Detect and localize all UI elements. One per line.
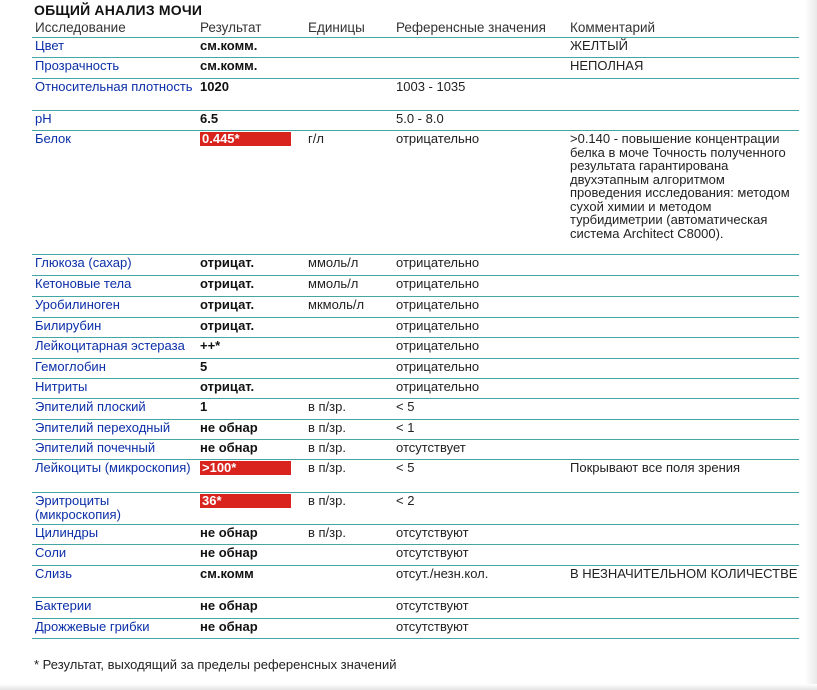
result-cell: отрицат. [197,276,305,297]
test-name-cell: Уробилиноген [32,297,197,318]
result-cell: не обнар [197,619,305,639]
units-cell [305,79,393,111]
reference-cell: отрицательно [393,338,567,359]
units-cell [305,619,393,639]
units-cell [305,338,393,359]
table-row [32,58,799,79]
column-header-comment: Комментарий [567,19,799,38]
table-row [32,619,799,639]
comment-cell [567,359,799,379]
result-cell [197,460,305,493]
table-row [32,276,799,297]
units-cell [305,318,393,338]
comment-cell [567,493,799,525]
comment-cell [567,379,799,399]
table-row [32,440,799,460]
comment-cell [567,420,799,440]
units-cell [305,58,393,79]
table-row [32,79,799,111]
reference-cell: отрицательно [393,276,567,297]
comment-cell [567,440,799,460]
units-cell: в п/зр. [305,460,393,493]
comment-cell [567,255,799,276]
result-cell: см.комм. [197,38,305,58]
test-name-cell: Эпителий плоский [32,399,197,420]
reference-cell: отсутствуют [393,598,567,619]
result-cell: не обнар [197,545,305,566]
test-name-cell: Относительная плотность [32,79,197,111]
reference-cell: < 5 [393,399,567,420]
result-cell: не обнар [197,525,305,545]
units-cell [305,379,393,399]
comment-cell [567,276,799,297]
comment-cell [567,399,799,420]
result-cell [197,131,305,255]
comment-cell [567,598,799,619]
reference-cell: < 1 [393,420,567,440]
column-header-test: Исследование [32,19,197,38]
result-cell: не обнар [197,598,305,619]
reference-cell [393,58,567,79]
table-row [32,525,799,545]
table-row [32,255,799,276]
units-cell [305,598,393,619]
table-row [32,318,799,338]
result-cell: см.комм [197,566,305,598]
footnote: * Результат, выходящий за пределы референсных значений [34,657,397,672]
result-cell: отрицат. [197,255,305,276]
test-name-cell: Цвет [32,38,197,58]
comment-cell: >0.140 - повышение концентрации белка в моче Точность полученного результата гарантирована двухэтапным алгоритмом проведения исследования: методом сухой химии и методом турбидиметрии (автоматическая система Architect C8000). [567,131,799,255]
table-row [32,399,799,420]
comment-cell: Покрывают все поля зрения [567,460,799,493]
table-row [32,359,799,379]
reference-cell: отрицательно [393,379,567,399]
table-row [32,379,799,399]
test-name-cell: Эпителий переходный [32,420,197,440]
test-name-cell: Дрожжевые грибки [32,619,197,639]
test-name-cell: Слизь [32,566,197,598]
test-name-cell: Прозрачность [32,58,197,79]
test-name-cell: Нитриты [32,379,197,399]
table-row [32,493,799,525]
result-cell: не обнар [197,420,305,440]
reference-cell: 1003 - 1035 [393,79,567,111]
test-name-cell: Бактерии [32,598,197,619]
scan-shadow-right [805,0,817,690]
result-cell: не обнар [197,440,305,460]
units-cell: в п/зр. [305,493,393,525]
reference-cell: < 2 [393,493,567,525]
column-header-result: Результат [197,19,305,38]
comment-cell [567,111,799,131]
reference-cell: отсутствует [393,440,567,460]
units-cell: мкмоль/л [305,297,393,318]
table-row [32,460,799,493]
reference-cell: отсут./незн.кол. [393,566,567,598]
test-name-cell: Билирубин [32,318,197,338]
reference-cell [393,38,567,58]
table-row [32,131,799,255]
test-name-cell: Лейкоцитарная эстераза [32,338,197,359]
flagged-result-badge: 36* [200,494,291,508]
units-cell: ммоль/л [305,255,393,276]
comment-cell: ЖЕЛТЫЙ [567,38,799,58]
result-cell: отрицат. [197,379,305,399]
table-row [32,111,799,131]
result-cell [197,493,305,525]
reference-cell: 5.0 - 8.0 [393,111,567,131]
result-cell: см.комм. [197,58,305,79]
test-name-cell: Эритроциты (микроскопия) [32,493,197,525]
result-cell: 5 [197,359,305,379]
test-name-cell: Лейкоциты (микроскопия) [32,460,197,493]
urinalysis-table [32,19,799,639]
reference-cell: отсутствуют [393,619,567,639]
reference-cell: отрицательно [393,131,567,255]
reference-cell: отрицательно [393,318,567,338]
result-cell: отрицат. [197,318,305,338]
table-header-row [32,19,799,38]
report-title: ОБЩИЙ АНАЛИЗ МОЧИ [34,2,203,18]
comment-cell [567,318,799,338]
comment-cell: НЕПОЛНАЯ [567,58,799,79]
test-name-cell: pH [32,111,197,131]
units-cell [305,566,393,598]
reference-cell: отрицательно [393,255,567,276]
reference-cell: < 5 [393,460,567,493]
column-header-units: Единицы [305,19,393,38]
result-cell: ++* [197,338,305,359]
table-row [32,545,799,566]
test-name-cell: Белок [32,131,197,255]
table-row [32,338,799,359]
units-cell [305,545,393,566]
test-name-cell: Кетоновые тела [32,276,197,297]
test-name-cell: Цилиндры [32,525,197,545]
test-name-cell: Глюкоза (сахар) [32,255,197,276]
comment-cell [567,525,799,545]
comment-cell [567,79,799,111]
result-cell: 6.5 [197,111,305,131]
units-cell [305,111,393,131]
units-cell: в п/зр. [305,440,393,460]
units-cell: г/л [305,131,393,255]
reference-cell: отсутствуют [393,525,567,545]
units-cell [305,38,393,58]
flagged-result-badge: 0.445* [200,132,291,146]
table-row [32,566,799,598]
result-cell: 1020 [197,79,305,111]
table-row [32,297,799,318]
comment-cell [567,619,799,639]
test-name-cell: Гемоглобин [32,359,197,379]
reference-cell: отрицательно [393,297,567,318]
units-cell [305,359,393,379]
comment-cell [567,545,799,566]
scan-shadow-bottom [0,684,817,690]
units-cell: ммоль/л [305,276,393,297]
column-header-reference: Референсные значения [393,19,567,38]
table-row [32,38,799,58]
test-name-cell: Соли [32,545,197,566]
units-cell: в п/зр. [305,420,393,440]
flagged-result-badge: >100* [200,461,291,475]
units-cell: в п/зр. [305,399,393,420]
result-cell: 1 [197,399,305,420]
units-cell: в п/зр. [305,525,393,545]
result-cell: отрицат. [197,297,305,318]
table-row [32,598,799,619]
reference-cell: отсутствуют [393,545,567,566]
table-row [32,420,799,440]
comment-cell [567,338,799,359]
test-name-cell: Эпителий почечный [32,440,197,460]
comment-cell [567,297,799,318]
comment-cell: В НЕЗНАЧИТЕЛЬНОМ КОЛИЧЕСТВЕ [567,566,799,598]
reference-cell: отрицательно [393,359,567,379]
